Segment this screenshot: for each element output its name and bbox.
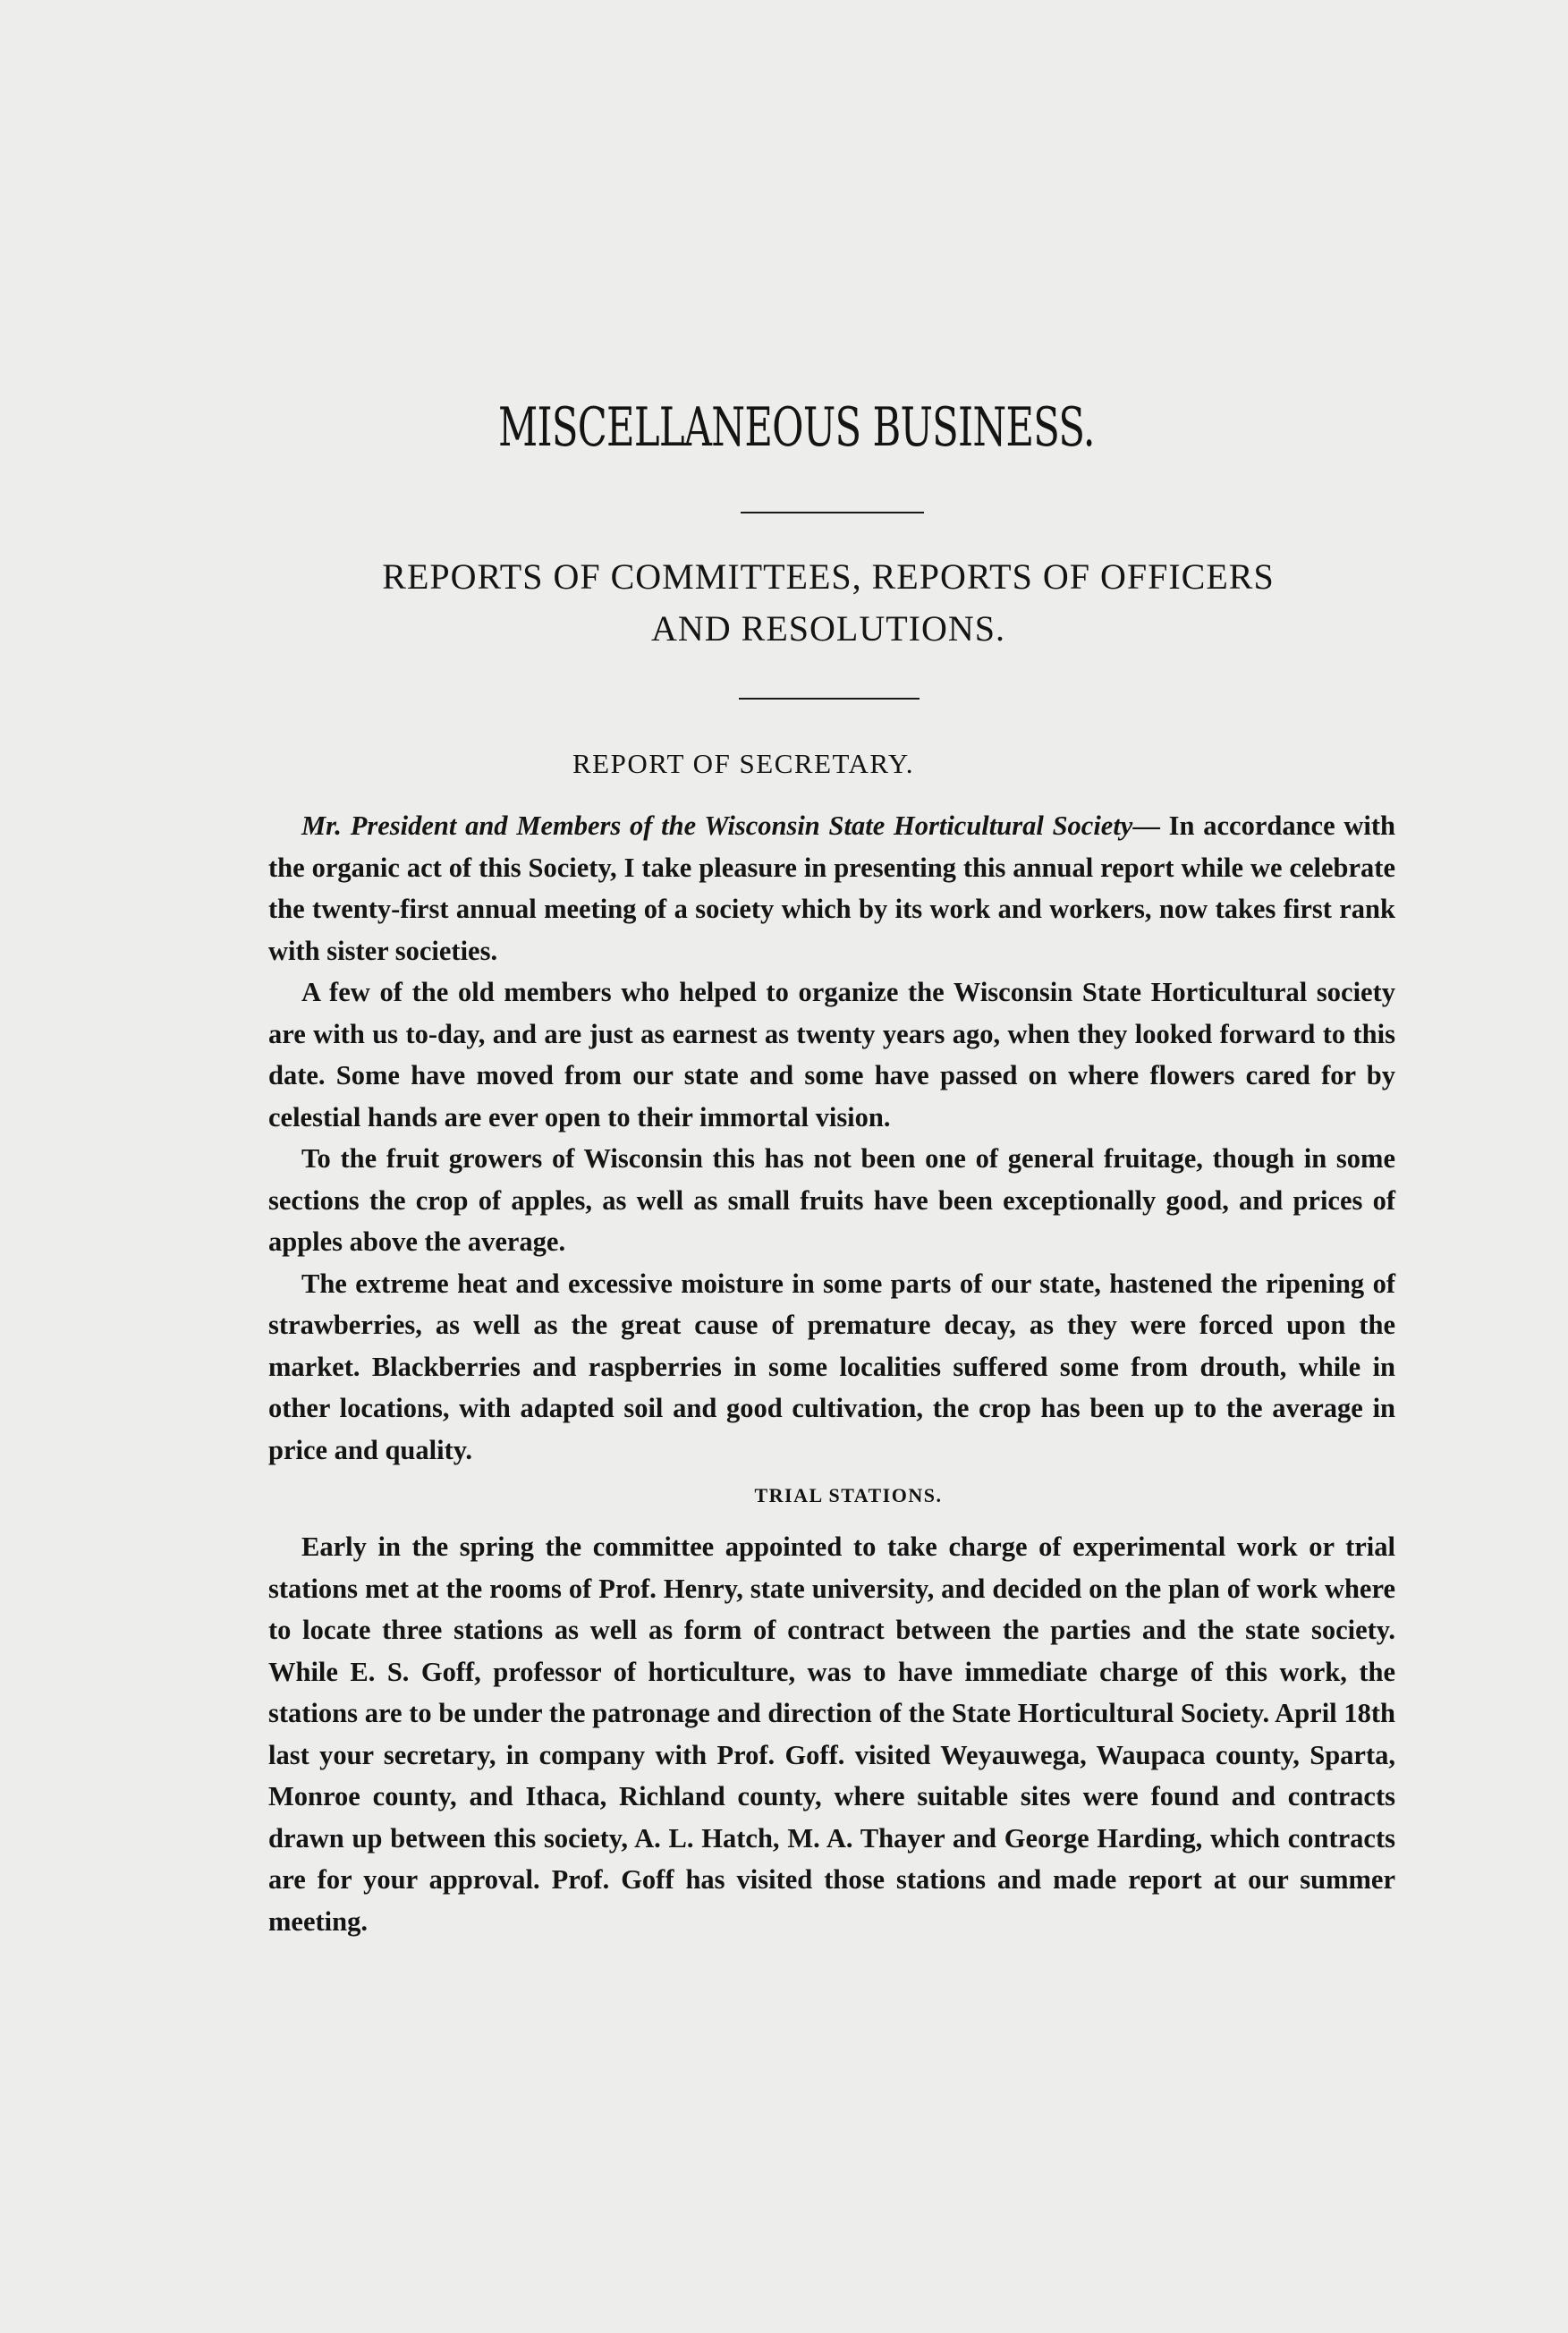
salutation: Mr. President and Members of the Wisconsin State Horticultural Society [301,810,1133,841]
page-title: MISCELLANEOUS BUSINESS. [497,396,1095,459]
subtitle-line: REPORTS OF COMMITTEES, REPORTS OF OFFICERS [382,556,1275,597]
paragraph: To the fruit growers of Wisconsin this has not been one of general fruitage, though in some sections the crop of apples, as well as small fruits have been exceptionally good, and prices of apples above the average. [268,1143,1395,1257]
divider-rule [739,698,920,700]
subtitle [250,551,1406,655]
subheading: TRIAL STATIONS. [754,1484,943,1506]
paragraph [268,805,1395,971]
paragraph: The extreme heat and excessive moisture in some parts of our state, hastened the ripening of strawberries, as well as the great cause of premature decay, as they were forced upon the market. Blackberries and raspberries in some localities suffered some from drouth, while in other locations, with adapted soil and good cultivation, the crop has been up to the average in price and quality. [268,1268,1395,1465]
paragraph-text: — In accordance with the organic act of this Society, I take pleasure in presenting this annual report while we celebrate the twenty-first annual meeting of a society which by its work and workers, now takes first rank with sister societies. [268,810,1395,966]
paragraph: A few of the old members who helped to organize the Wisconsin State Horticultural society are with us to-day, and are just as earnest as twenty years ago, when they looked forward to this date. Some have moved from our state and some have passed on where flowers cared for by celestial hands are ever open to their immortal vision. [268,977,1395,1133]
body-text [268,805,1395,1942]
subtitle-line: AND RESOLUTIONS. [651,608,1005,649]
section-heading: REPORT OF SECRETARY. [572,748,914,779]
divider-rule [741,512,924,513]
paragraph: Early in the spring the committee appointed to take charge of experimental work or trial stations met at the rooms of Prof. Henry, state university, and decided on the plan of work where to locate three stations as well as form of contract between the parties and the state society. While E. S. Goff, professor of horticulture, was to have immediate charge of this work, the stations are to be under the patronage and direction of the State Horticultural Society. April 18th last your secretary, in company with Prof. Goff. visited Weyauwega, Waupaca county, Sparta, Monroe county, and Ithaca, Richland county, where suitable sites were found and contracts drawn up between this society, A. L. Hatch, M. A. Thayer and George Harding, which contracts are for your approval. Prof. Goff has visited those stations and made report at our summer meeting. [268,1531,1395,1937]
